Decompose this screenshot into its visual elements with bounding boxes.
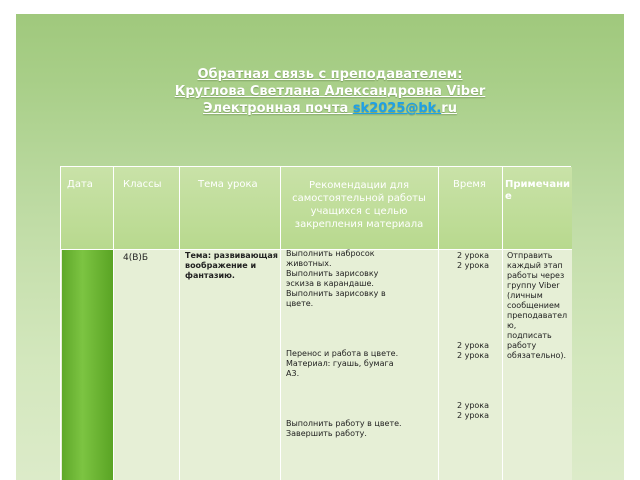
- note-line: сообщением: [507, 301, 560, 310]
- header-time: Время: [453, 179, 486, 190]
- note-line: каждый этап: [507, 261, 563, 270]
- contact-title: [120, 66, 540, 117]
- recommendation-line: [286, 399, 436, 409]
- recommendation-line: [286, 309, 436, 319]
- time-spacer: [445, 331, 501, 341]
- note-line: работы через: [507, 271, 565, 280]
- note-line: (личным: [507, 291, 543, 300]
- frame-right: [624, 0, 640, 480]
- note-line: подписать: [507, 331, 552, 340]
- header-note: Примечание: [505, 179, 571, 202]
- recommendation-line: Выполнить зарисовку: [286, 269, 379, 278]
- col-divider-4: [438, 167, 439, 480]
- header-recommendations: Рекомендации для самостоятельной работы учащихся с целью закрепления материала: [292, 180, 426, 230]
- time-value: 2 урока: [456, 251, 490, 260]
- recommendation-line: цвете.: [286, 299, 314, 308]
- col-divider-3: [280, 167, 281, 480]
- recommendation-line: Завершить работу.: [286, 429, 367, 438]
- recommendation-line: [286, 329, 436, 339]
- time-value: 2 урока: [456, 261, 490, 270]
- col-divider-5: [502, 167, 503, 480]
- note-line: Отправить: [507, 251, 553, 260]
- recommendation-line: [286, 389, 436, 399]
- time-spacer: [445, 281, 501, 291]
- time-value: 2 урока: [456, 401, 490, 410]
- recommendation-line: [286, 379, 436, 389]
- cell-classes: 4(В)Б: [123, 253, 149, 263]
- time-spacer: [445, 291, 501, 301]
- recommendation-line: Выполнить набросок: [286, 249, 375, 258]
- recommendation-line: [286, 319, 436, 329]
- time-spacer: [445, 301, 501, 311]
- col-divider-1: [113, 167, 114, 480]
- frame-top: [0, 0, 640, 14]
- recommendation-line: [286, 409, 436, 419]
- time-value: 2 урока: [456, 411, 490, 420]
- frame-left: [0, 0, 16, 480]
- title-line-2: Круглова Светлана Александровна Viber: [174, 84, 486, 99]
- cell-time: [445, 251, 501, 421]
- time-spacer: [445, 311, 501, 321]
- col-divider-2: [179, 167, 180, 480]
- note-line: работу: [507, 341, 537, 350]
- time-value: 2 урока: [456, 341, 490, 350]
- time-spacer: [445, 271, 501, 281]
- time-spacer: [445, 381, 501, 391]
- time-spacer: [445, 371, 501, 381]
- recommendation-line: Перенос и работа в цвете.: [286, 349, 399, 358]
- recommendation-line: эскиза в карандаше.: [286, 279, 374, 288]
- recommendation-line: Выполнить зарисовку в: [286, 289, 386, 298]
- recommendation-line: Материал: гуашь, бумага: [286, 359, 394, 368]
- schedule-table: [60, 166, 571, 480]
- cell-recommendations: [286, 249, 436, 439]
- note-line: ю,: [507, 321, 517, 330]
- note-line: обязательно).: [507, 351, 566, 360]
- email-link[interactable]: sk2025@bk.: [352, 101, 442, 116]
- note-line: преподавател: [507, 311, 568, 320]
- time-spacer: [445, 321, 501, 331]
- time-value: 2 урока: [456, 351, 490, 360]
- title-line-1: Обратная связь с преподавателем:: [197, 67, 463, 82]
- recommendation-line: животных.: [286, 259, 332, 268]
- time-spacer: [445, 361, 501, 371]
- title-line-3: Электронная почта sk2025@bk.ru: [203, 101, 457, 116]
- note-line: группу Viber: [507, 281, 560, 290]
- recommendation-line: Выполнить работу в цвете.: [286, 419, 402, 428]
- cell-topic: Тема: развивающая воображение и фантазию.: [185, 251, 278, 280]
- header-classes: Классы: [123, 179, 162, 190]
- recommendation-line: [286, 339, 436, 349]
- header-date: Дата: [67, 179, 93, 190]
- cell-note: [507, 251, 569, 361]
- time-spacer: [445, 391, 501, 401]
- date-cell: [62, 250, 113, 480]
- header-topic: Тема урока: [198, 179, 258, 190]
- recommendation-line: А3.: [286, 369, 300, 378]
